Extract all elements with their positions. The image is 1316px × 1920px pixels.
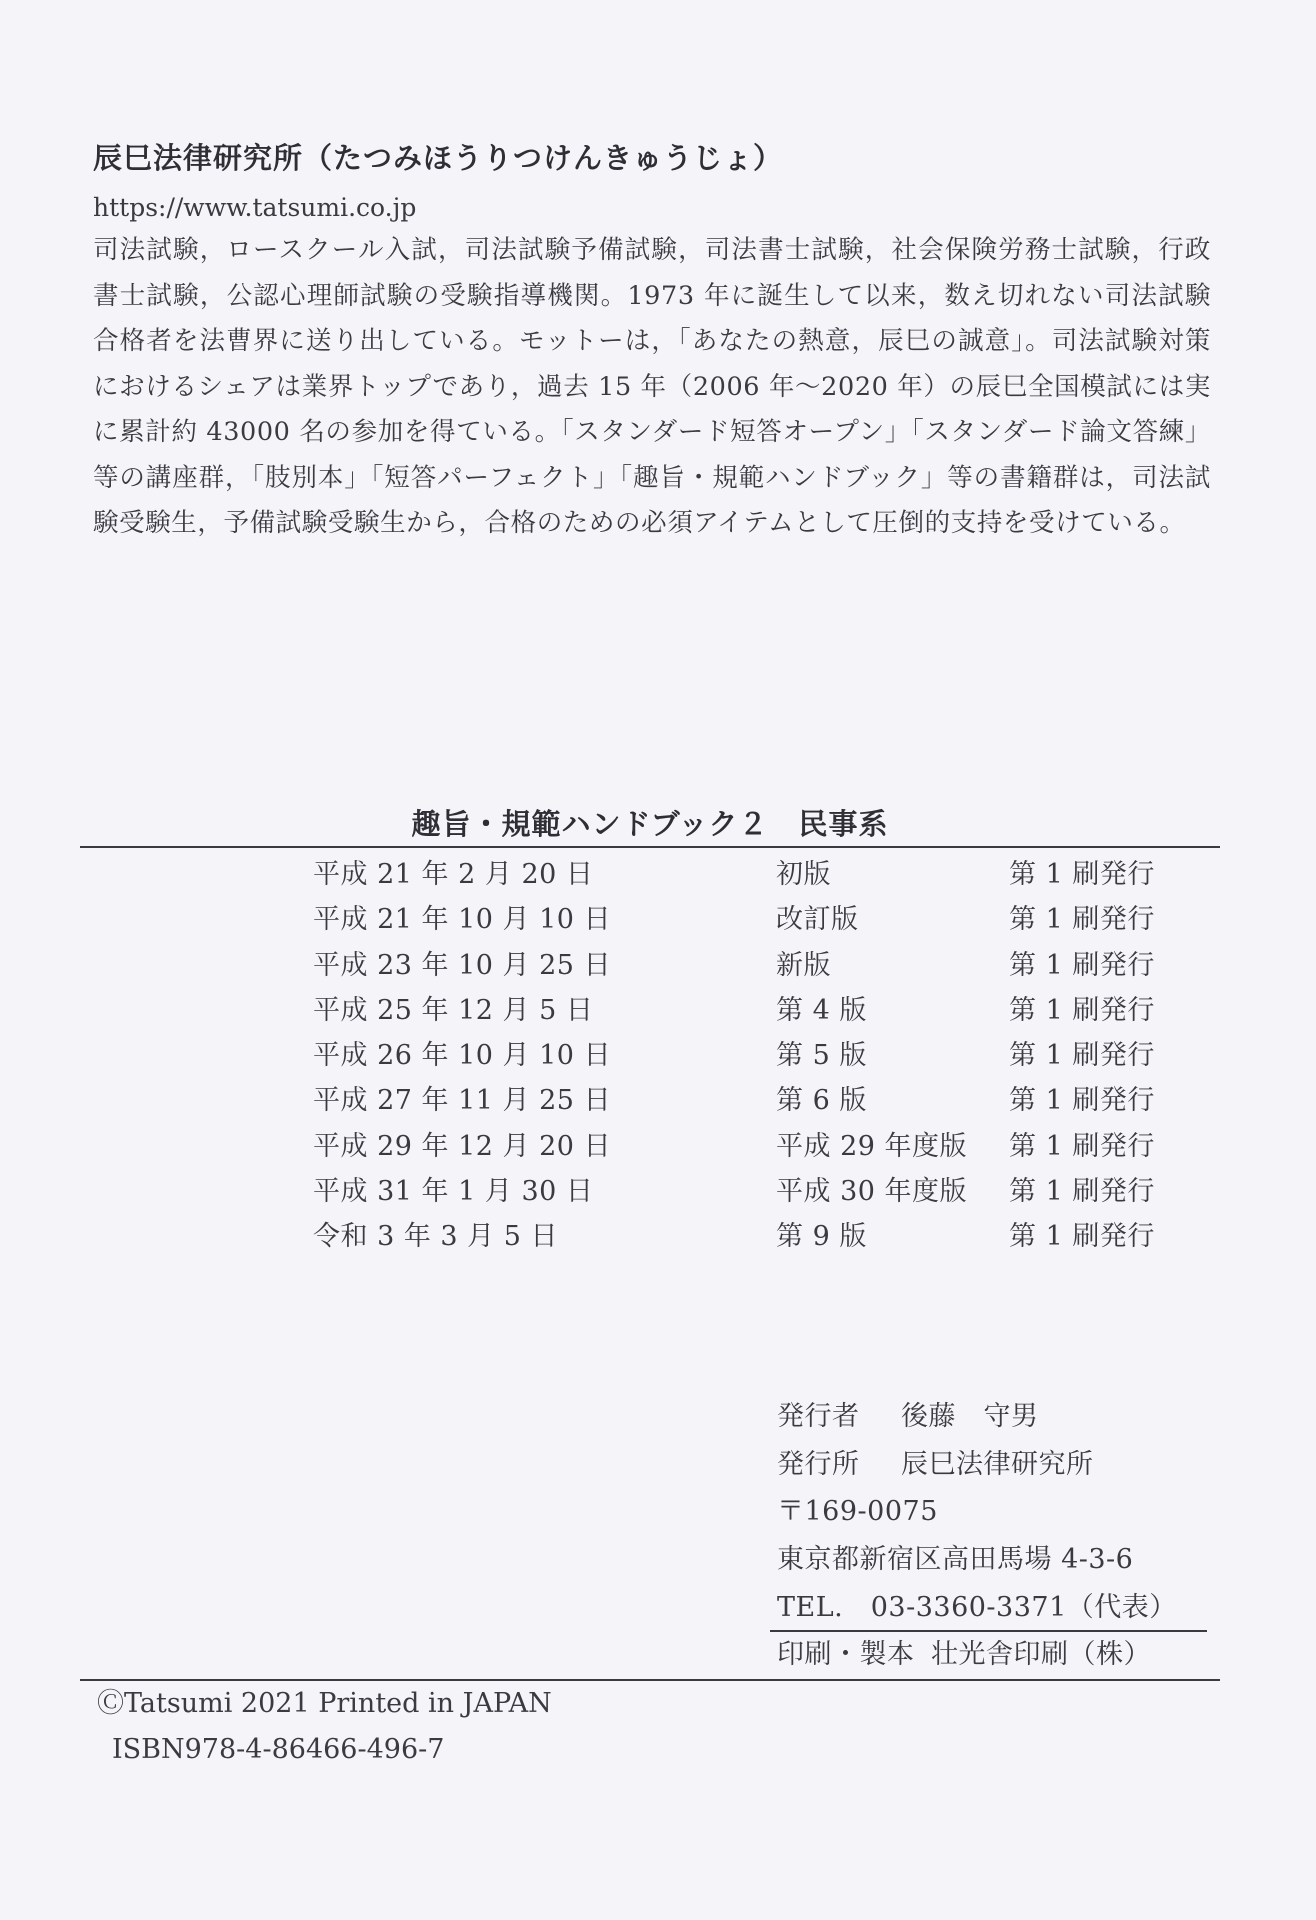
history-edition: 第 4 版 bbox=[776, 994, 867, 1026]
history-row bbox=[313, 1124, 1189, 1169]
history-date: 平成 21 年 2 月 20 日 bbox=[313, 859, 594, 890]
history-edition: 平成 29 年度版 bbox=[776, 1130, 968, 1162]
history-date: 平成 21 年 10 月 10 日 bbox=[313, 904, 612, 936]
history-date: 平成 31 年 1 月 30 日 bbox=[313, 1176, 594, 1208]
history-date: 平成 27 年 11 月 25 日 bbox=[313, 1085, 612, 1117]
address: 東京都新宿区高田馬場 4-3-6 bbox=[777, 1544, 1134, 1576]
history-printing: 第 1 刷発行 bbox=[1009, 859, 1155, 890]
publisher-description: 司法試験，ロースクール入試，司法試験予備試験，司法書士試験，社会保険労務士試験，行政書士試験，公認心理師試験の受験指導機関。1973 年に誕生して以来，数え切れない司法試験合格者を法曹界に送り出している。モットーは，「あなたの熱意，辰巳の誠意」。司法試験対策におけるシェアは業界トップであり，過去 15 年（2006 年～2020 年）の辰巳全国模試には実に累計約 43000 名の参加を得ている。「スタンダード短答オープン」「スタンダード論文答練」等の講座群，「肢別本」「短答パーフェクト」「趣旨・規範ハンドブック」等の書籍群は，司法試験受験生，予備試験受験生から，合格のための必須アイテムとして圧倒的支持を受けている。 bbox=[93, 235, 1211, 538]
issuer-name: 後藤 守男 bbox=[901, 1401, 1039, 1432]
imprint-block bbox=[777, 1393, 1177, 1632]
history-edition: 平成 30 年度版 bbox=[776, 1176, 968, 1208]
office-name: 辰巳法律研究所 bbox=[901, 1448, 1094, 1480]
history-printing: 第 1 刷発行 bbox=[1009, 1176, 1155, 1208]
history-date: 平成 23 年 10 月 25 日 bbox=[313, 949, 612, 981]
postal-code: 〒169-0075 bbox=[777, 1496, 938, 1528]
history-row bbox=[313, 897, 1189, 942]
history-row bbox=[313, 1214, 1189, 1259]
office-row bbox=[777, 1441, 1177, 1489]
history-edition: 第 5 版 bbox=[776, 1040, 867, 1072]
history-printing: 第 1 刷発行 bbox=[1009, 1085, 1155, 1117]
title-divider bbox=[80, 846, 1220, 848]
isbn: ISBN978-4-86466-496-7 bbox=[112, 1734, 445, 1765]
publication-history bbox=[313, 852, 1189, 1260]
telephone: TEL. 03-3360-3371（代表） bbox=[777, 1591, 1177, 1623]
history-row bbox=[313, 1033, 1189, 1078]
printer-row bbox=[777, 1633, 1151, 1677]
publisher-section bbox=[93, 138, 1213, 547]
history-row bbox=[313, 988, 1189, 1033]
printer-name: 壮光舎印刷（株） bbox=[931, 1639, 1151, 1670]
publisher-name: 辰巳法律研究所（たつみほうりつけんきゅうじょ） bbox=[93, 141, 784, 175]
history-printing: 第 1 刷発行 bbox=[1009, 1130, 1155, 1162]
history-edition: 改訂版 bbox=[776, 904, 859, 936]
printer-label: 印刷・製本 bbox=[777, 1639, 915, 1670]
issuer-label: 発行者 bbox=[777, 1401, 860, 1432]
history-row bbox=[313, 943, 1189, 988]
history-row bbox=[313, 852, 1189, 897]
history-date: 平成 26 年 10 月 10 日 bbox=[313, 1040, 612, 1072]
history-row bbox=[313, 1169, 1189, 1214]
history-printing: 第 1 刷発行 bbox=[1009, 949, 1155, 981]
history-row bbox=[313, 1078, 1189, 1123]
issuer-row bbox=[777, 1393, 1177, 1441]
history-printing: 第 1 刷発行 bbox=[1009, 994, 1155, 1026]
history-date: 令和 3 年 3 月 5 日 bbox=[313, 1221, 559, 1253]
footer-divider bbox=[80, 1679, 1220, 1681]
history-printing: 第 1 刷発行 bbox=[1009, 1221, 1155, 1253]
history-edition: 第 6 版 bbox=[776, 1085, 867, 1117]
history-printing: 第 1 刷発行 bbox=[1009, 904, 1155, 936]
history-edition: 初版 bbox=[776, 859, 831, 890]
imprint-divider bbox=[770, 1630, 1207, 1632]
history-edition: 新版 bbox=[776, 949, 831, 981]
publisher-url[interactable]: https://www.tatsumi.co.jp bbox=[93, 193, 417, 222]
office-label: 発行所 bbox=[777, 1448, 860, 1480]
history-date: 平成 29 年 12 月 20 日 bbox=[313, 1130, 612, 1162]
history-edition: 第 9 版 bbox=[776, 1221, 867, 1253]
book-title: 趣旨・規範ハンドブック２ 民事系 bbox=[411, 807, 889, 841]
history-date: 平成 25 年 12 月 5 日 bbox=[313, 994, 594, 1026]
copyright: ⒸTatsumi 2021 Printed in JAPAN bbox=[97, 1688, 552, 1719]
history-printing: 第 1 刷発行 bbox=[1009, 1040, 1155, 1072]
